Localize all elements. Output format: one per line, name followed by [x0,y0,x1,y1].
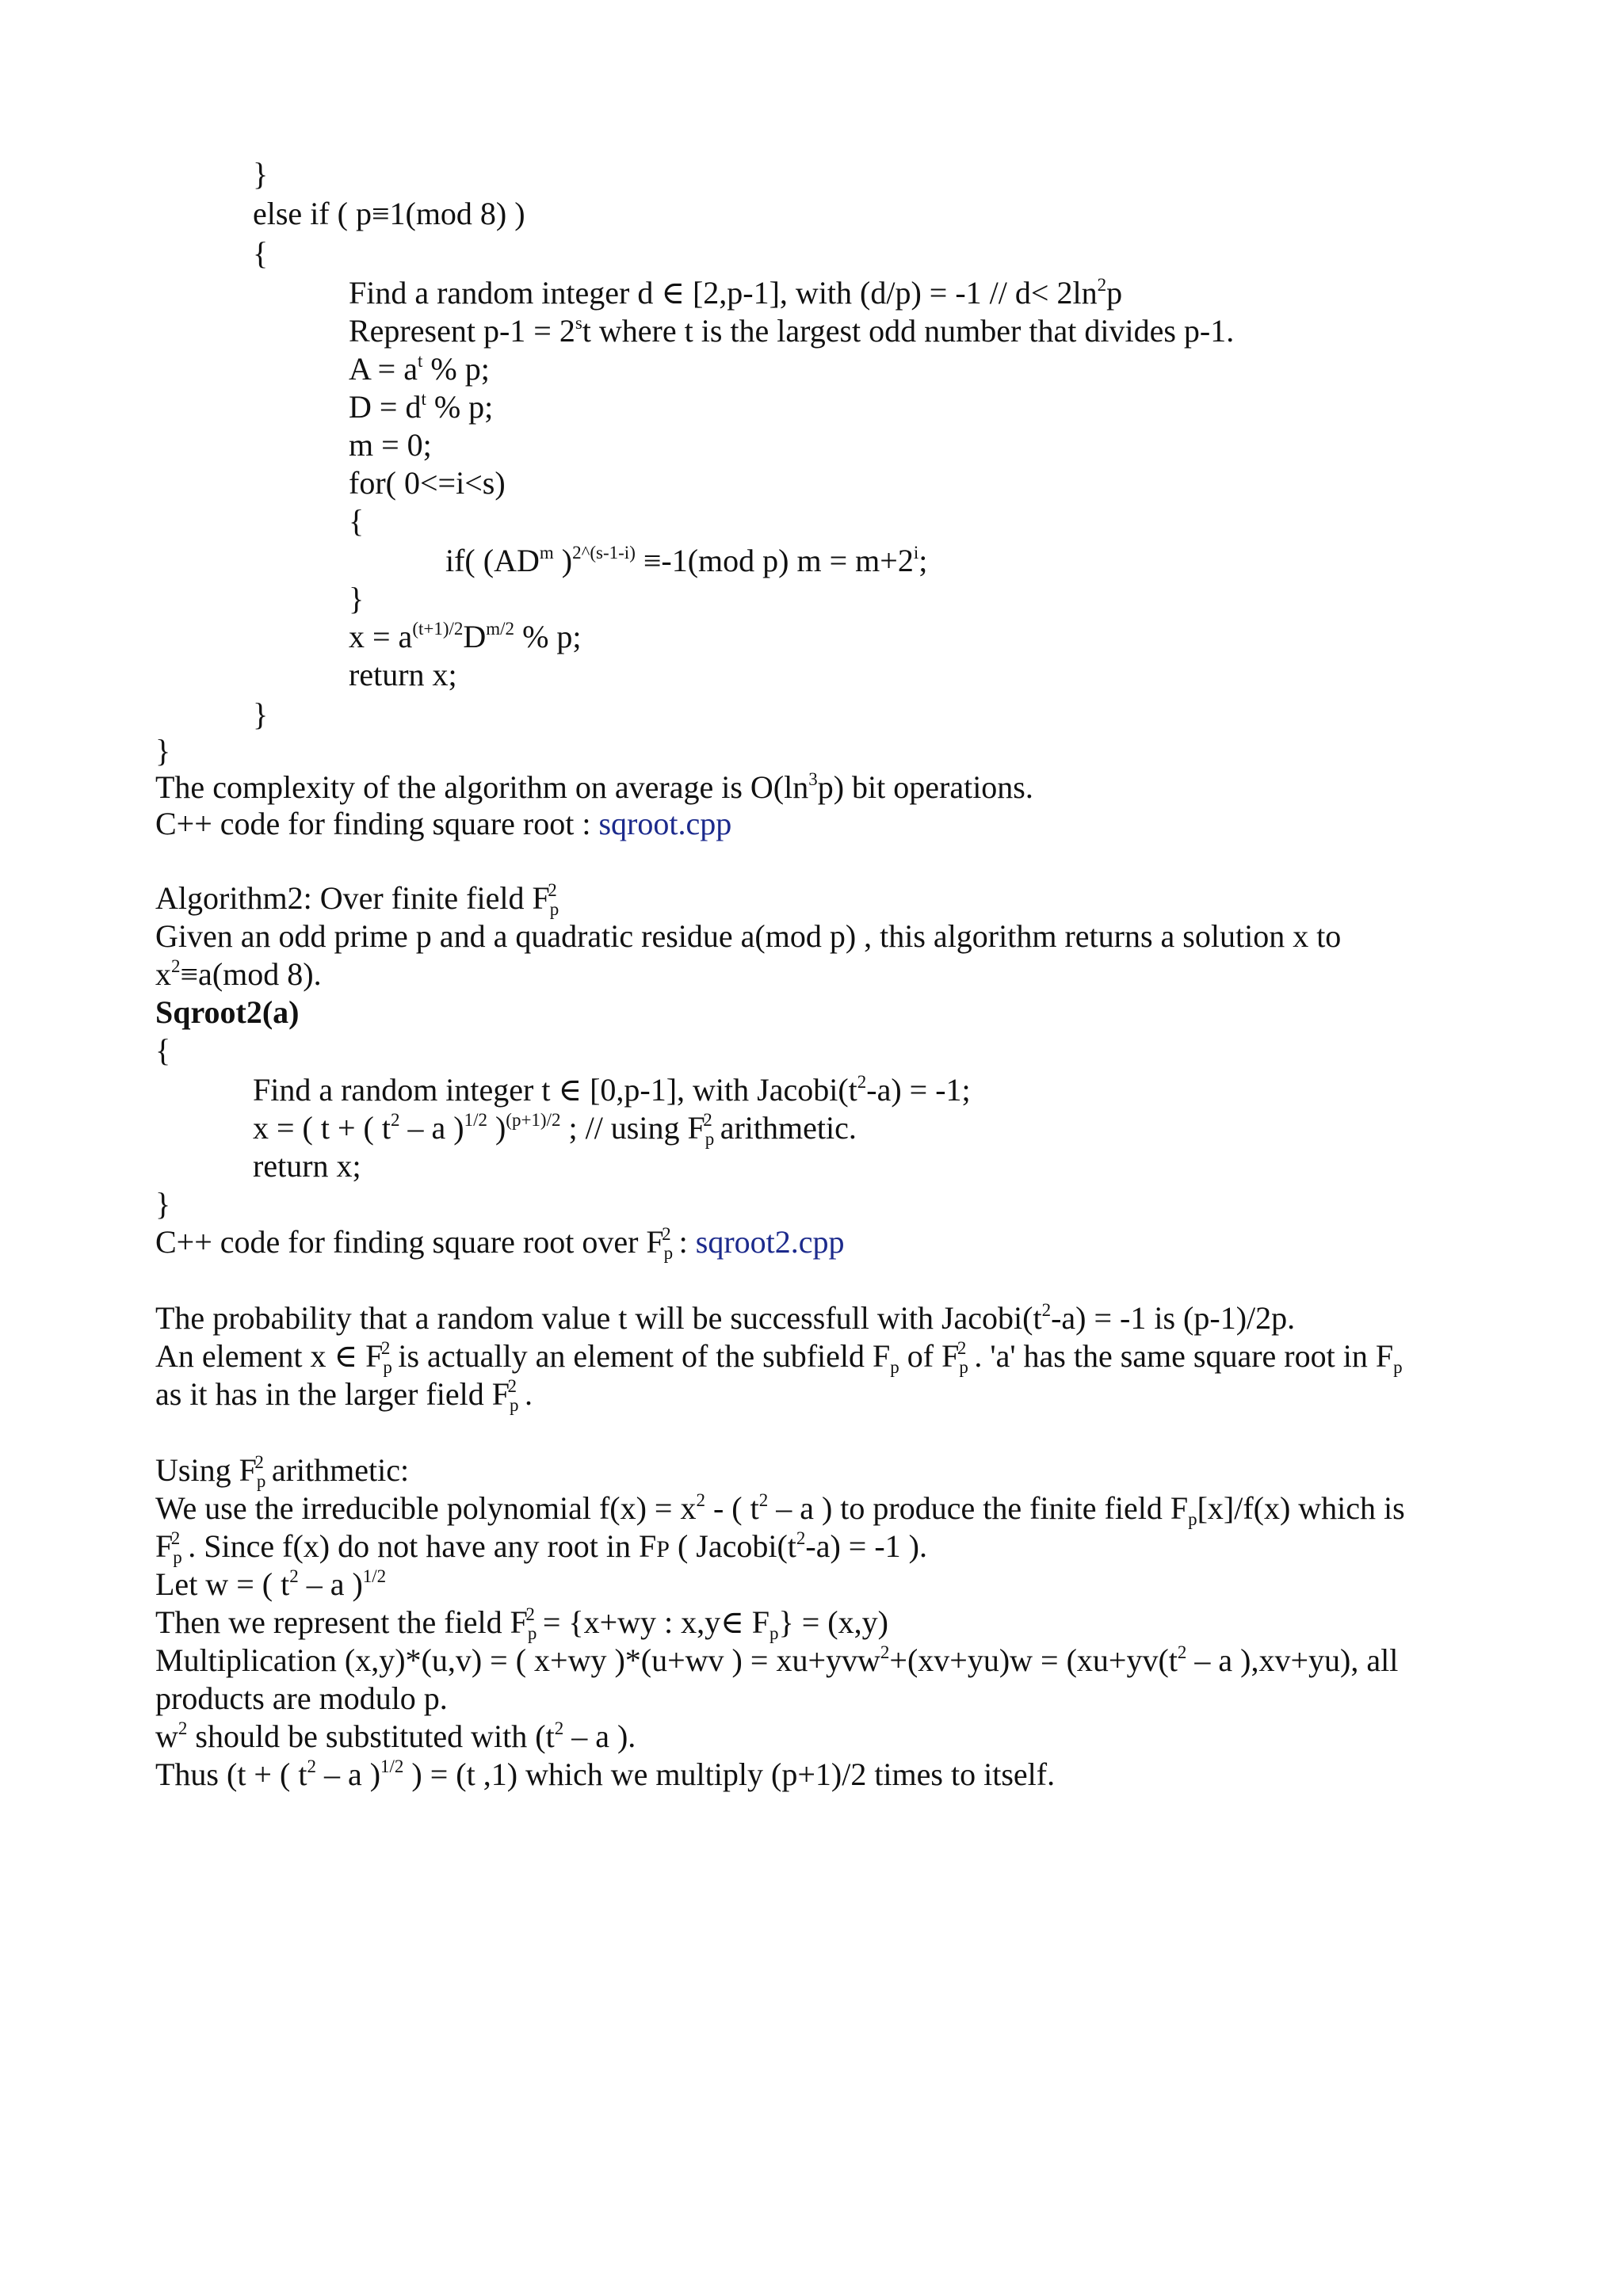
for-line: for( 0<=i<s) [349,465,506,501]
subfield-line: An element x ∈ $F_p^2$ is actually an element of the subfield $F_p$ of $F_p^2$ . 'a' has the same square root in $F_p$ [155,1338,1403,1377]
let-w-line: Let w = ( $t^2$ – a )$^{1/2}$ [155,1566,387,1602]
function-close-brace: } [155,733,171,769]
thus-line: Thus (t + ( $t^2$ – a )$^{1/2}$ ) = (t ,1) which we multiply (p+1)/2 times to itself. [155,1756,1056,1792]
else-if-line: else if ( p≡1(mod 8) ) [253,196,525,231]
algorithm2-equation: $x^2\equiv a(mod$ 8). [155,956,322,992]
algorithm2-given: Given an odd prime p and a quadratic residue a(mod p) , this algorithm returns a solution x to [155,918,1342,954]
polynomial-line: We use the irreducible polynomial $f(x) = x^2$ - ( $t^2$ – a ) to produce the finite field $F_p[x]/f(x)$ which is [155,1490,1405,1529]
sqroot2-function-name: Sqroot2(a) [155,994,300,1030]
complexity-line: The complexity of the algorithm on average is $O(\ln^3p)$ bit operations. [155,769,1033,805]
close-brace: } [253,156,269,192]
find-d-line: Find a random integer d ∈ [2,p-1], with $(d/p) = -1 // d< 2\ln^2p$ [349,275,1123,311]
sqroot2-close-brace: } [155,1186,171,1222]
x-assign-line: $x = a^{(t+1)/2}D^{m/2}$ % p; [349,619,582,654]
return-x-line: return x; [253,1148,361,1184]
cpp-link-line-2: C++ code for finding square root over $F_p^2$ : sqroot2.cpp [155,1224,845,1263]
d-assign-line: $D = d^t$ % p; [349,389,494,425]
sqroot2-open-brace: { [155,1032,171,1068]
larger-field-line: as it has in the larger field $F_p^2$ . [155,1376,533,1415]
x-formula-line: x = ( t + ( $t^2$ – a )$^{1/2}$ )$^{(p+1)/2}$ ; // using $F_p^2$ arithmetic. [253,1110,857,1149]
for-open-brace: { [349,503,365,539]
if-line: if( ($AD^m$ )$^{2\^{}(s-1-i)}$ ≡-1(mod p) $m = m+2^i$; [445,543,928,578]
for-close-brace: } [349,581,365,616]
return-line: return x; [349,657,457,692]
arithmetic-heading: Using $F_p^2$ arithmetic: [155,1452,410,1491]
m-init-line: m = 0; [349,427,432,463]
no-root-line: $F_p^2$ . Since f(x) do not have any root in FP ( $Jacobi(t^2-a) = -1$ ). [155,1528,927,1567]
a-assign-line: $A = a^t$ % p; [349,351,490,387]
multiplication-line: Multiplication (x,y)*(u,v) = ( x+wy )*(u+wv ) = $xu+yvw^2+(xv+yu)w = (xu+yv(t^2 - a$ ),xv+yu), all [155,1642,1399,1678]
modulo-line: products are modulo p. [155,1680,448,1716]
open-brace: { [253,235,269,271]
substitution-line: $w^2$ should be substituted with ($t^2$ – a ). [155,1718,636,1754]
represent-line: Represent $p-1 = 2^st$ where t is the largest odd number that divides p-1. [349,313,1235,349]
else-close-brace: } [253,696,269,732]
probability-line: The probability that a random value t will be successfull with $Jacobi(t^2-a) = -1$ is (p-1)/2p. [155,1300,1296,1336]
sqroot-cpp-link[interactable]: sqroot.cpp [598,806,732,841]
cpp-link-line-1: C++ code for finding square root : sqroot.cpp [155,806,732,841]
find-t-line: Find a random integer t ∈ [0,p-1], with $Jacobi(t^2-a) = -1$; [253,1072,971,1108]
represent-field-line: Then we represent the field $F_p^2 = \{x+wy$ : x,y∈ $F_p\} = (x,y)$ [155,1604,888,1643]
algorithm2-title: Algorithm2: Over finite field $F_p^2$ [155,880,559,919]
sqroot2-cpp-link[interactable]: sqroot2.cpp [695,1224,845,1260]
